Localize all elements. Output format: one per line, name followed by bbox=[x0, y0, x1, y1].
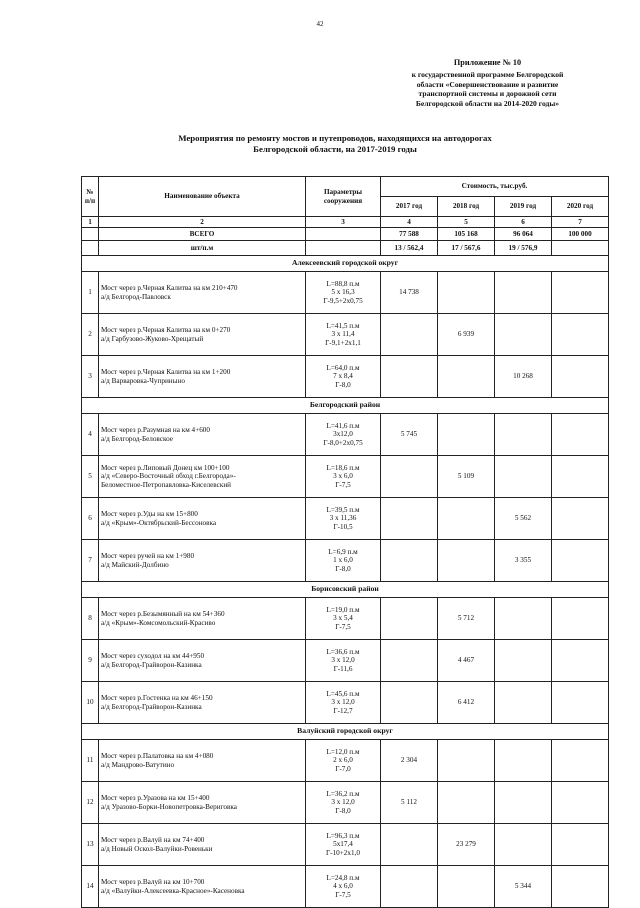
structure-params bbox=[306, 456, 381, 498]
cost-cell bbox=[552, 540, 609, 582]
param-line: L=36,6 п.м bbox=[326, 647, 360, 656]
structure-params bbox=[306, 640, 381, 682]
object-name-line: Мост через р.Уразова на км 15+400 bbox=[101, 793, 210, 802]
param-line: Г-9,5+2х0,75 bbox=[323, 296, 363, 305]
structure-params bbox=[306, 356, 381, 398]
param-line: 7 х 8,4 bbox=[333, 372, 353, 381]
object-name-line: а/д Майский-Долбино bbox=[101, 560, 169, 569]
row-number: 4 bbox=[82, 414, 99, 456]
cost-cell: 6 412 bbox=[438, 682, 495, 724]
object-name-line: Мост через р.Липовый Донец км 100+100 bbox=[101, 463, 230, 472]
object-name-line: Мост через р.Разумная на км 4+600 bbox=[101, 425, 210, 434]
units-value bbox=[552, 241, 609, 256]
cost-cell bbox=[381, 314, 438, 356]
bridge-row bbox=[82, 866, 609, 908]
bridge-row bbox=[82, 314, 609, 356]
param-line: L=64,0 п.м bbox=[326, 363, 360, 372]
param-line: Г-8,0 bbox=[335, 806, 351, 815]
document-title bbox=[120, 133, 550, 155]
object-name-line: Мост через р.Валуй на км 10+700 bbox=[101, 877, 205, 886]
param-line: Г-7,0 bbox=[335, 764, 351, 773]
row-number: 1 bbox=[82, 272, 99, 314]
cost-cell bbox=[495, 740, 552, 782]
object-name bbox=[99, 456, 306, 498]
cost-cell: 14 738 bbox=[381, 272, 438, 314]
cost-cell bbox=[552, 866, 609, 908]
structure-params bbox=[306, 740, 381, 782]
cost-cell bbox=[495, 682, 552, 724]
object-name bbox=[99, 866, 306, 908]
object-name-line: Мост через р.Уды на км 15+800 bbox=[101, 509, 198, 518]
bridge-row bbox=[82, 824, 609, 866]
units-value: 19 / 576,9 bbox=[495, 241, 552, 256]
cost-cell bbox=[381, 866, 438, 908]
total-value: 100 000 bbox=[552, 228, 609, 241]
cost-cell: 2 304 bbox=[381, 740, 438, 782]
cost-cell bbox=[381, 640, 438, 682]
object-name-line: Мост через ручей на км 1+980 bbox=[101, 551, 195, 560]
header-params: Параметры сооружения bbox=[306, 177, 381, 217]
param-line: L=6,9 п.м bbox=[328, 547, 358, 556]
object-name bbox=[99, 782, 306, 824]
object-name-line: а/д Новый Оскол-Валуйки-Ровеньки bbox=[101, 844, 213, 853]
param-line: Г-11,6 bbox=[333, 664, 353, 673]
param-line: L=19,0 п.м bbox=[326, 605, 360, 614]
cost-cell bbox=[552, 598, 609, 640]
section-row bbox=[82, 724, 609, 740]
object-name-line: а/д Уразово-Борки-Новопетровка-Вериговка bbox=[101, 802, 237, 811]
total-label: ВСЕГО bbox=[99, 228, 306, 241]
param-line: 4 х 6,0 bbox=[333, 882, 353, 891]
bridge-row bbox=[82, 740, 609, 782]
col-number: 6 bbox=[495, 217, 552, 228]
bridge-row bbox=[82, 356, 609, 398]
object-name-line: Мост через суходол на км 44+950 bbox=[101, 651, 205, 660]
units-label: шт/п.м bbox=[99, 241, 306, 256]
object-name bbox=[99, 740, 306, 782]
units-row bbox=[82, 241, 609, 256]
cost-cell bbox=[438, 782, 495, 824]
object-name-line: а/д Белгород-Беловское bbox=[101, 434, 173, 443]
cost-cell bbox=[552, 456, 609, 498]
structure-params bbox=[306, 782, 381, 824]
cost-cell: 3 355 bbox=[495, 540, 552, 582]
cost-cell bbox=[438, 540, 495, 582]
object-name bbox=[99, 682, 306, 724]
bridge-row bbox=[82, 598, 609, 640]
section-row bbox=[82, 582, 609, 598]
param-line: 3 х 11,36 bbox=[329, 514, 357, 523]
cost-cell bbox=[495, 824, 552, 866]
param-line: Г-12,7 bbox=[333, 706, 353, 715]
appendix-line: Белгородской области на 2014-2020 годы» bbox=[415, 99, 560, 109]
cost-cell: 5 562 bbox=[495, 498, 552, 540]
row-number: 2 bbox=[82, 314, 99, 356]
structure-params bbox=[306, 824, 381, 866]
object-name-line: Мост через р.Черная Калитва на км 0+270 bbox=[101, 325, 231, 334]
param-line: L=41,6 п.м bbox=[326, 421, 360, 430]
title-line: Белгородской области, на 2017-2019 годы bbox=[253, 144, 417, 154]
col-number: 4 bbox=[381, 217, 438, 228]
bridge-row bbox=[82, 272, 609, 314]
object-name-line: Мост через р.Черная Калитва на км 1+200 bbox=[101, 367, 231, 376]
bridge-row bbox=[82, 782, 609, 824]
cost-cell bbox=[495, 272, 552, 314]
header-year: 2017 год bbox=[381, 197, 438, 217]
cost-cell bbox=[552, 314, 609, 356]
cost-cell bbox=[552, 824, 609, 866]
structure-params bbox=[306, 414, 381, 456]
object-name-line: а/д «Крым»-Комсомольский-Красиво bbox=[101, 618, 216, 627]
param-line: L=96,3 п.м bbox=[326, 831, 360, 840]
param-line: Г-7,5 bbox=[335, 480, 351, 489]
cost-cell bbox=[552, 782, 609, 824]
structure-params bbox=[306, 682, 381, 724]
object-name-line: а/д «Валуйки-Алексеевка-Красное»-Касеновка bbox=[101, 886, 245, 895]
object-name bbox=[99, 356, 306, 398]
cost-cell bbox=[552, 356, 609, 398]
appendix-line: области «Совершенствование и развитие bbox=[416, 79, 559, 89]
object-name-line: Мост через р.Гостенка на км 46+150 bbox=[101, 693, 213, 702]
structure-params bbox=[306, 540, 381, 582]
param-line: L=45,6 п.м bbox=[326, 689, 360, 698]
param-line: 1 х 6,0 bbox=[333, 556, 353, 565]
param-line: Г-7,5 bbox=[335, 890, 351, 899]
cost-cell bbox=[381, 598, 438, 640]
bridge-row bbox=[82, 498, 609, 540]
cost-cell bbox=[438, 356, 495, 398]
bridge-row bbox=[82, 414, 609, 456]
units-value: 13 / 562,4 bbox=[381, 241, 438, 256]
object-name-line: Мост через р.Безымянный на км 54+360 bbox=[101, 609, 225, 618]
cost-cell bbox=[438, 866, 495, 908]
param-line: 3 х 11,4 bbox=[331, 330, 355, 339]
cost-cell: 4 467 bbox=[438, 640, 495, 682]
object-name-line: а/д Белгород-Грайворон-Казинка bbox=[101, 660, 202, 669]
col-number: 7 bbox=[552, 217, 609, 228]
appendix-block bbox=[380, 58, 595, 109]
param-line: L=36,2 п.м bbox=[326, 789, 360, 798]
section-name: Борисовский район bbox=[82, 582, 609, 598]
object-name-line: Мост через р.Черная Калитва на км 210+470 bbox=[101, 283, 238, 292]
section-name: Валуйский городской округ bbox=[82, 724, 609, 740]
cost-cell bbox=[495, 456, 552, 498]
object-name-line: а/д Варваровка-Чуприныно bbox=[101, 376, 185, 385]
appendix-line: транспортной системы и дорожной сети bbox=[418, 89, 557, 99]
object-name-line: а/д Белгород-Павловск bbox=[101, 292, 171, 301]
col-number: 1 bbox=[82, 217, 99, 228]
cost-cell: 5 112 bbox=[381, 782, 438, 824]
param-line: Г-8,0 bbox=[335, 380, 351, 389]
row-number: 8 bbox=[82, 598, 99, 640]
object-name-line: а/д Белгород-Грайворон-Казинка bbox=[101, 702, 202, 711]
param-line: 3 х 12,0 bbox=[331, 798, 355, 807]
cost-cell: 23 279 bbox=[438, 824, 495, 866]
cost-cell bbox=[381, 540, 438, 582]
cost-cell bbox=[552, 682, 609, 724]
cost-cell bbox=[552, 414, 609, 456]
cost-cell: 6 939 bbox=[438, 314, 495, 356]
cost-cell: 5 745 bbox=[381, 414, 438, 456]
object-name bbox=[99, 640, 306, 682]
cost-cell bbox=[381, 682, 438, 724]
section-name: Алексеевский городской округ bbox=[82, 256, 609, 272]
page-number: 42 bbox=[316, 20, 324, 28]
bridge-row bbox=[82, 456, 609, 498]
section-row bbox=[82, 398, 609, 414]
param-line: 3 х 5,4 bbox=[333, 614, 353, 623]
bridge-row bbox=[82, 540, 609, 582]
section-row bbox=[82, 256, 609, 272]
cost-cell bbox=[495, 598, 552, 640]
units-value: 17 / 567,6 bbox=[438, 241, 495, 256]
param-line: L=41,5 п.м bbox=[326, 321, 360, 330]
object-name bbox=[99, 824, 306, 866]
param-line: 3 х 6,0 bbox=[333, 472, 353, 481]
col-number: 3 bbox=[306, 217, 381, 228]
cost-cell bbox=[552, 740, 609, 782]
structure-params bbox=[306, 498, 381, 540]
row-number: 10 bbox=[82, 682, 99, 724]
cost-cell bbox=[438, 272, 495, 314]
header-num: № п/п bbox=[82, 177, 99, 217]
object-name bbox=[99, 498, 306, 540]
cost-cell bbox=[495, 782, 552, 824]
row-number: 3 bbox=[82, 356, 99, 398]
object-name-line: а/д «Северо-Восточный обход г.Белгорода»- bbox=[101, 472, 236, 481]
object-name bbox=[99, 598, 306, 640]
param-line: Г-10+2х1,0 bbox=[326, 848, 360, 857]
param-line: Г-8,0 bbox=[335, 564, 351, 573]
section-name: Белгородский район bbox=[82, 398, 609, 414]
row-number: 12 bbox=[82, 782, 99, 824]
row-number: 5 bbox=[82, 456, 99, 498]
object-name bbox=[99, 540, 306, 582]
row-number: 13 bbox=[82, 824, 99, 866]
row-number: 9 bbox=[82, 640, 99, 682]
cost-cell bbox=[552, 498, 609, 540]
object-name-line: Мост через р.Палатовка на км 4+080 bbox=[101, 751, 214, 760]
repair-table bbox=[81, 176, 609, 908]
header-year: 2018 год bbox=[438, 197, 495, 217]
object-name bbox=[99, 414, 306, 456]
param-line: Г-10,5 bbox=[333, 522, 353, 531]
param-line: Г-7,5 bbox=[335, 622, 351, 631]
cost-cell: 5 712 bbox=[438, 598, 495, 640]
param-line: L=18,6 п.м bbox=[326, 463, 360, 472]
cost-cell bbox=[438, 414, 495, 456]
appendix-line: к государственной программе Белгородской bbox=[411, 69, 564, 79]
bridge-row bbox=[82, 640, 609, 682]
cost-cell bbox=[552, 640, 609, 682]
cost-cell bbox=[438, 498, 495, 540]
param-line: 3х12,0 bbox=[333, 430, 353, 439]
object-name-line: а/д Гарбузово-Жуково-Хрещатый bbox=[101, 334, 204, 343]
object-name-line: Беломестное-Петропавловка-Киселевский bbox=[101, 480, 232, 489]
header-name: Наименование объекта bbox=[99, 177, 306, 217]
total-value: 96 064 bbox=[495, 228, 552, 241]
param-line: 3 х 12,0 bbox=[331, 698, 355, 707]
cost-cell bbox=[495, 414, 552, 456]
param-line: 5х17,4 bbox=[333, 840, 353, 849]
header-row bbox=[82, 177, 609, 197]
header-year: 2020 год bbox=[552, 197, 609, 217]
param-line: L=12,0 п.м bbox=[326, 747, 360, 756]
col-number: 2 bbox=[99, 217, 306, 228]
cost-cell bbox=[552, 272, 609, 314]
structure-params bbox=[306, 866, 381, 908]
total-value: 105 168 bbox=[438, 228, 495, 241]
object-name-line: Мост через р.Валуй на км 74+400 bbox=[101, 835, 205, 844]
object-name bbox=[99, 314, 306, 356]
cost-cell: 10 268 bbox=[495, 356, 552, 398]
structure-params bbox=[306, 272, 381, 314]
cost-cell bbox=[381, 824, 438, 866]
object-name bbox=[99, 272, 306, 314]
structure-params bbox=[306, 314, 381, 356]
object-name-line: а/д «Крым»-Октябрьский-Бессоновка bbox=[101, 518, 217, 527]
cost-cell bbox=[495, 640, 552, 682]
total-value: 77 588 bbox=[381, 228, 438, 241]
param-line: L=88,8 п.м bbox=[326, 279, 360, 288]
bridge-row bbox=[82, 682, 609, 724]
cost-cell: 5 109 bbox=[438, 456, 495, 498]
param-line: L=39,5 п.м bbox=[326, 505, 360, 514]
param-line: Г-9,1+2х1,1 bbox=[325, 338, 361, 347]
row-number: 7 bbox=[82, 540, 99, 582]
cost-cell: 5 344 bbox=[495, 866, 552, 908]
appendix-title: Приложение № 10 bbox=[453, 58, 522, 67]
param-line: Г-8,0+2х0,75 bbox=[323, 438, 363, 447]
object-name-line: а/д Мандрово-Ватутино bbox=[101, 760, 175, 769]
param-line: 3 х 12,0 bbox=[331, 656, 355, 665]
structure-params bbox=[306, 598, 381, 640]
total-row bbox=[82, 228, 609, 241]
column-numbers-row bbox=[82, 217, 609, 228]
param-line: L=24,8 п.м bbox=[326, 873, 360, 882]
col-number: 5 bbox=[438, 217, 495, 228]
param-line: 2 х 6,0 bbox=[333, 756, 353, 765]
cost-cell bbox=[495, 314, 552, 356]
header-cost: Стоимость, тыс.руб. bbox=[381, 177, 609, 197]
cost-cell bbox=[381, 356, 438, 398]
row-number: 11 bbox=[82, 740, 99, 782]
cost-cell bbox=[381, 498, 438, 540]
cost-cell bbox=[381, 456, 438, 498]
title-line: Мероприятия по ремонту мостов и путепроводов, находящихся на автодорогах bbox=[178, 133, 492, 143]
header-year: 2019 год bbox=[495, 197, 552, 217]
row-number: 14 bbox=[82, 866, 99, 908]
cost-cell bbox=[438, 740, 495, 782]
param-line: 5 х 16,3 bbox=[331, 288, 355, 297]
row-number: 6 bbox=[82, 498, 99, 540]
